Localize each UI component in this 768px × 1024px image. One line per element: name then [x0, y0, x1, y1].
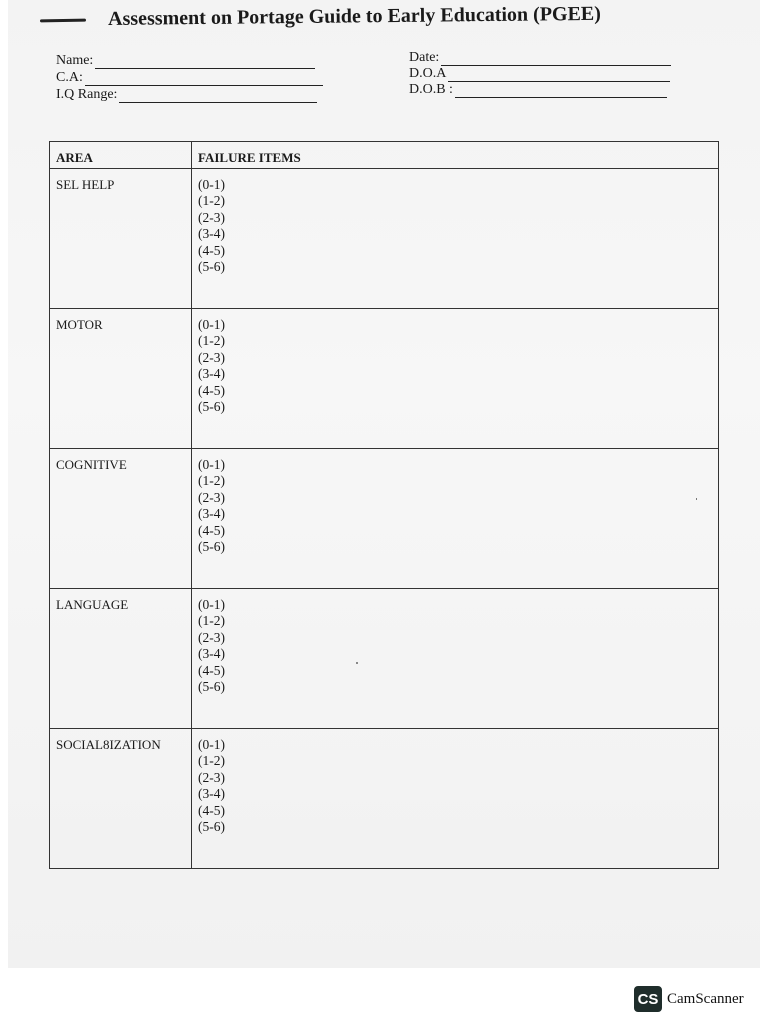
- iq-range-blank-line: [119, 90, 317, 103]
- failure-items-cell[interactable]: [192, 169, 719, 309]
- iq-range-label: I.Q Range:: [56, 87, 118, 102]
- ca-label: C.A:: [56, 70, 83, 85]
- camscanner-name: CamScanner: [667, 990, 744, 1007]
- table-header-row: [50, 142, 719, 169]
- age-range-label: (4-5): [198, 382, 225, 398]
- ca-blank-line: [85, 73, 323, 86]
- age-range-label: (1-2): [198, 613, 225, 629]
- ca-field: [56, 70, 323, 86]
- dob-blank-line: [455, 85, 667, 98]
- age-range-label: (4-5): [198, 522, 225, 538]
- age-range-label: (0-1): [198, 177, 225, 192]
- age-range-label: (1-2): [198, 753, 225, 769]
- age-range-label: (2-3): [198, 349, 225, 365]
- area-name: SEL HELP: [56, 177, 115, 192]
- failure-items-cell[interactable]: [192, 589, 719, 729]
- area-name: SOCIAL8IZATION: [56, 737, 161, 752]
- age-range-label: (3-4): [198, 786, 225, 802]
- area-cell: [50, 589, 192, 729]
- age-range-label: (0-1): [198, 457, 225, 472]
- area-cell: [50, 309, 192, 449]
- age-range-label: (5-6): [198, 819, 225, 835]
- age-range-label: (1-2): [198, 193, 225, 209]
- age-range-label: (3-4): [198, 646, 225, 662]
- area-cell: [50, 449, 192, 589]
- age-range-label: (0-1): [198, 597, 225, 612]
- area-name: COGNITIVE: [56, 457, 127, 472]
- table-row: [50, 589, 719, 729]
- table-row: [50, 449, 719, 589]
- age-range-label: (5-6): [198, 259, 225, 275]
- age-range-label: (1-2): [198, 333, 225, 349]
- age-range-label: (3-4): [198, 506, 225, 522]
- age-range-label: (0-1): [198, 317, 225, 332]
- area-cell: [50, 169, 192, 309]
- failure-items-cell[interactable]: [192, 449, 719, 589]
- name-blank-line: [95, 56, 315, 69]
- age-range-label: (5-6): [198, 399, 225, 415]
- camscanner-logo-icon: CS: [634, 986, 662, 1012]
- failure-items-cell[interactable]: [192, 729, 719, 869]
- age-range-label: (3-4): [198, 226, 225, 242]
- name-label: Name:: [56, 53, 94, 68]
- header-dash: [40, 19, 86, 23]
- age-range-label: (2-3): [198, 209, 225, 225]
- age-range-label: (5-6): [198, 679, 225, 695]
- table-row: [50, 309, 719, 449]
- age-range-label: (1-2): [198, 473, 225, 489]
- doa-blank-line: [448, 69, 670, 82]
- age-range-label: (2-3): [198, 629, 225, 645]
- form-title: Assessment on Portage Guide to Early Education (PGEE): [108, 2, 601, 30]
- age-range-label: (5-6): [198, 539, 225, 555]
- dob-label: D.O.B :: [409, 82, 453, 97]
- age-range-label: (4-5): [198, 802, 225, 818]
- age-range-list: [192, 309, 718, 415]
- age-range-label: (0-1): [198, 737, 225, 752]
- failure-items-table: [49, 141, 719, 869]
- area-cell: [50, 729, 192, 869]
- date-blank-line: [441, 53, 671, 66]
- area-name: LANGUAGE: [56, 597, 129, 612]
- age-range-label: (2-3): [198, 489, 225, 505]
- age-range-list: [192, 729, 718, 835]
- table-row: [50, 169, 719, 309]
- age-range-label: (2-3): [198, 769, 225, 785]
- doa-label: D.O.A: [409, 66, 447, 81]
- age-range-list: [192, 449, 718, 555]
- camscanner-watermark: [634, 986, 744, 1012]
- iq-range-field: [56, 87, 317, 103]
- dob-field: [409, 82, 667, 98]
- table-row: [50, 729, 719, 869]
- area-column-header: AREA: [50, 142, 192, 169]
- age-range-list: [192, 169, 718, 275]
- doa-field: [409, 66, 670, 82]
- date-field: [409, 50, 671, 66]
- date-label: Date:: [409, 50, 440, 65]
- failure-items-cell[interactable]: [192, 309, 719, 449]
- area-name: MOTOR: [56, 317, 103, 332]
- age-range-label: (4-5): [198, 662, 225, 678]
- name-field: [56, 53, 315, 69]
- age-range-label: (3-4): [198, 366, 225, 382]
- age-range-list: [192, 589, 718, 695]
- age-range-label: (4-5): [198, 242, 225, 258]
- failure-items-column-header: FAILURE ITEMS: [192, 142, 719, 169]
